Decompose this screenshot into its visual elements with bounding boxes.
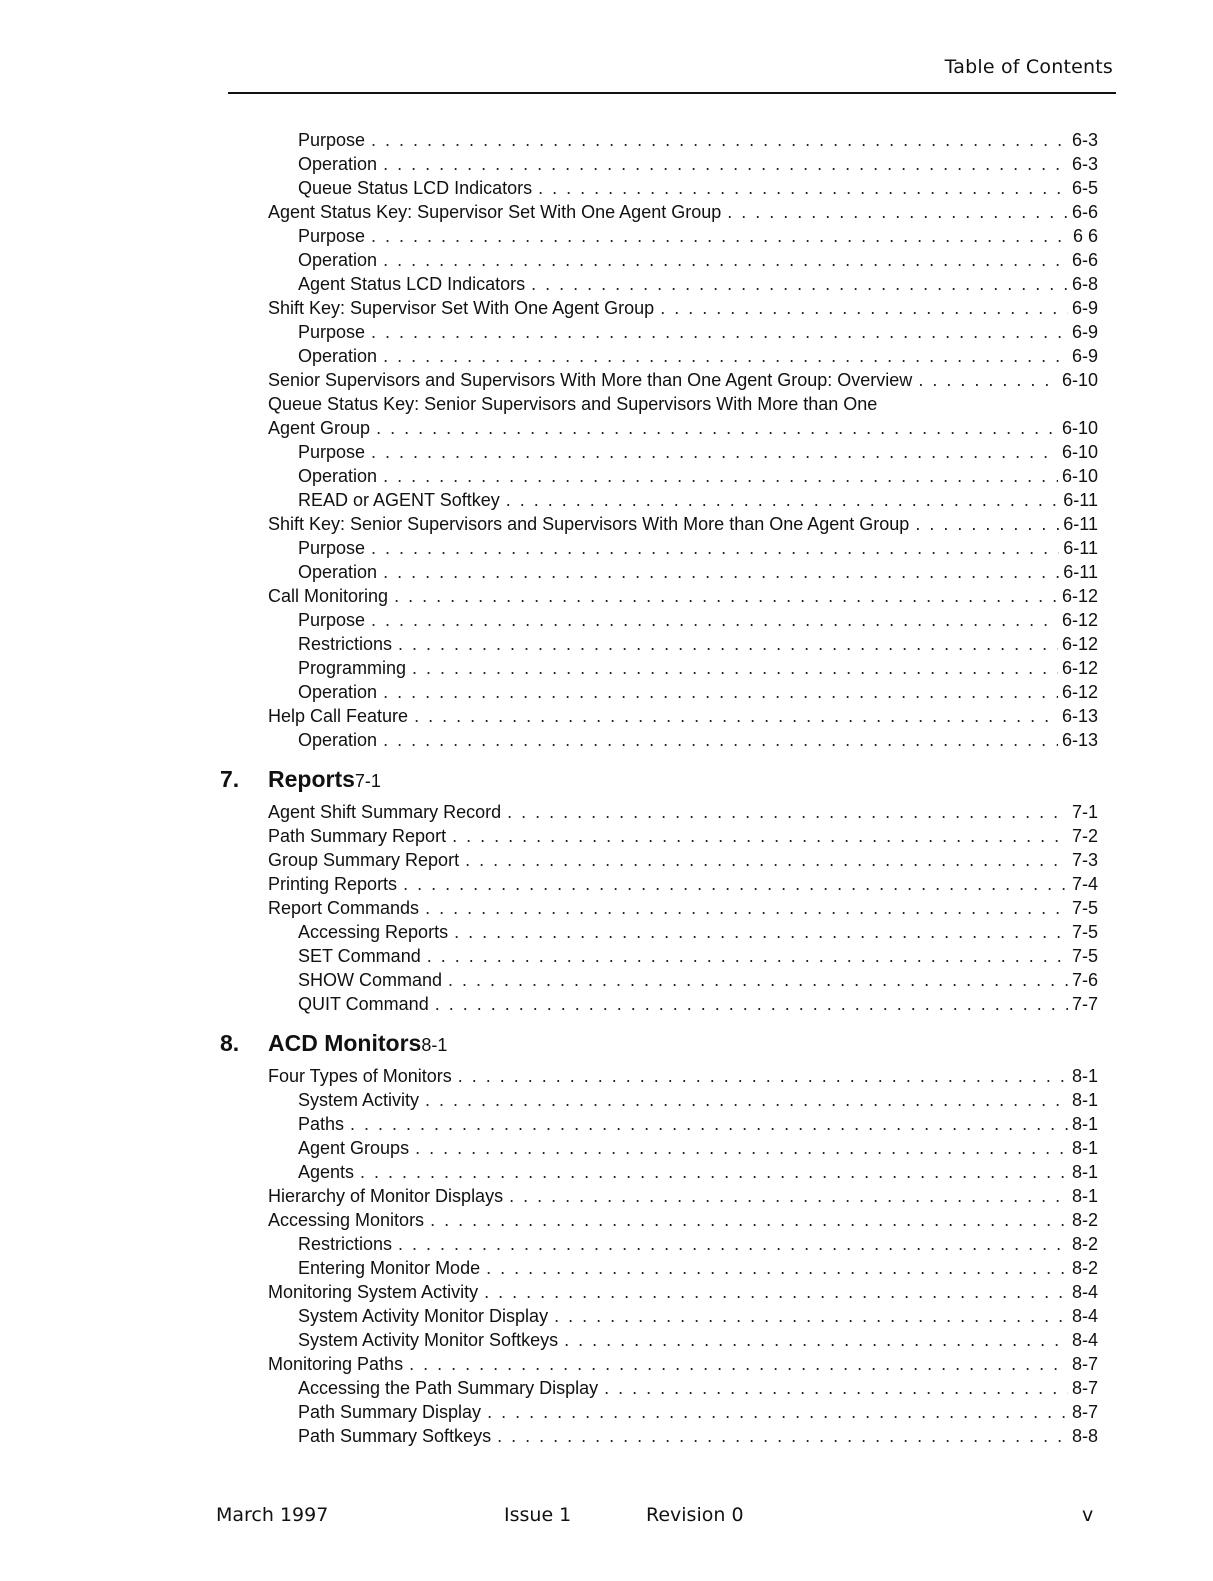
toc-entry-page: 6-9 — [1071, 322, 1098, 342]
toc-entry-title: Operation — [298, 250, 378, 270]
leader-dots — [383, 344, 1068, 368]
toc-entry-page: 6-10 — [1061, 442, 1098, 462]
toc-entry — [268, 680, 1098, 704]
running-head-title: Table of Contents — [944, 56, 1113, 78]
toc-entry-title: Help Call Feature — [268, 706, 409, 726]
toc-entry — [268, 968, 1098, 992]
leader-dots — [398, 632, 1058, 656]
leader-dots — [383, 248, 1068, 272]
leader-dots — [487, 1400, 1068, 1424]
toc-entry-page: 7-5 — [1071, 946, 1098, 966]
toc-entry-title: Agent Status Key: Supervisor Set With One Agent Group — [268, 202, 722, 222]
toc-entry-page: 8-4 — [1071, 1306, 1098, 1326]
leader-dots — [383, 680, 1058, 704]
toc-entry-title: Four Types of Monitors — [268, 1066, 452, 1086]
toc-section-6-continued — [268, 128, 1098, 392]
toc-entry — [268, 1136, 1098, 1160]
toc-entry — [268, 1376, 1098, 1400]
leader-dots — [383, 152, 1068, 176]
toc-entry-title: Operation — [298, 562, 378, 582]
toc-entry — [268, 1064, 1098, 1088]
leader-dots — [465, 848, 1068, 872]
leader-dots — [452, 824, 1068, 848]
toc-entry — [268, 1352, 1098, 1376]
toc-entry-page: 6-12 — [1061, 586, 1098, 606]
toc-entry — [268, 1304, 1098, 1328]
toc-entry — [268, 488, 1098, 512]
toc-entry-page: 6-6 — [1071, 250, 1098, 270]
toc-entry-title: Queue Status LCD Indicators — [298, 178, 533, 198]
toc-entry-title: Shift Key: Senior Supervisors and Supervisors With More than One Agent Group — [268, 514, 910, 534]
toc-entry — [268, 1328, 1098, 1352]
toc-entry-title: Path Summary Softkeys — [298, 1426, 492, 1446]
leader-dots — [454, 920, 1068, 944]
leader-dots — [383, 464, 1058, 488]
toc-entry-page: 6-11 — [1063, 538, 1098, 558]
toc-entry-page: 6-5 — [1071, 178, 1098, 198]
toc-entry — [268, 464, 1098, 488]
toc-entry-title: Entering Monitor Mode — [298, 1258, 481, 1278]
leader-dots — [538, 176, 1068, 200]
toc-entry-page: 6 6 — [1072, 226, 1098, 246]
chapter-page: 7-1 — [354, 771, 381, 791]
leader-dots — [486, 1256, 1068, 1280]
toc-entry — [268, 1208, 1098, 1232]
toc-entry — [268, 584, 1098, 608]
toc-entry-title: Operation — [298, 730, 378, 750]
toc-entry — [268, 872, 1098, 896]
toc-entry-page: 6-12 — [1061, 682, 1098, 702]
toc-entry-page: 6-11 — [1063, 562, 1098, 582]
toc-entry-title: Call Monitoring — [268, 586, 389, 606]
toc-entry — [268, 368, 1098, 392]
toc-entry-page: 8-1 — [1071, 1138, 1098, 1158]
toc-entry — [268, 608, 1098, 632]
toc-entry — [268, 1400, 1098, 1424]
leader-dots — [371, 608, 1058, 632]
toc-entry-title: Restrictions — [298, 1234, 393, 1254]
toc-entry-title: Hierarchy of Monitor Displays — [268, 1186, 504, 1206]
leader-dots — [415, 1136, 1068, 1160]
toc-entry — [268, 272, 1098, 296]
chapter-number: 7. — [220, 766, 240, 792]
toc-entry — [268, 848, 1098, 872]
toc-entry — [268, 992, 1098, 1016]
leader-dots — [727, 200, 1068, 224]
toc-entry — [268, 320, 1098, 344]
toc-entry-page: 6-12 — [1061, 610, 1098, 630]
toc-entry-page: 6-3 — [1071, 130, 1098, 150]
leader-dots — [383, 560, 1059, 584]
toc-entry-page: 6-9 — [1071, 346, 1098, 366]
toc-entry — [268, 1184, 1098, 1208]
toc-entry-title: System Activity Monitor Display — [298, 1306, 549, 1326]
toc-entry — [268, 1280, 1098, 1304]
toc-chapter-7-entries — [268, 800, 1098, 1016]
toc-entry — [268, 440, 1098, 464]
toc-entry-page: 8-1 — [1071, 1066, 1098, 1086]
toc-entry-page: 7-2 — [1071, 826, 1098, 846]
toc-entry-page: 8-1 — [1071, 1186, 1098, 1206]
leader-dots — [507, 800, 1068, 824]
toc-entry — [268, 176, 1098, 200]
toc-entry — [268, 656, 1098, 680]
leader-dots — [531, 272, 1068, 296]
toc-entry-title: Purpose — [298, 322, 366, 342]
chapter-heading-8 — [220, 1030, 1098, 1064]
toc-entry-title: Purpose — [298, 442, 366, 462]
toc-entry — [268, 824, 1098, 848]
toc-entry-page: 7-5 — [1071, 922, 1098, 942]
toc-entry-page: 6-13 — [1061, 730, 1098, 750]
toc-entry-page: 7-3 — [1071, 850, 1098, 870]
toc-entry-title: SHOW Command — [298, 970, 443, 990]
leader-dots — [918, 368, 1058, 392]
toc-entry-page: 8-8 — [1071, 1426, 1098, 1446]
chapter-heading-7 — [220, 766, 1098, 800]
toc-entry-page: 6-10 — [1061, 466, 1098, 486]
toc-entry-title: QUIT Command — [298, 994, 429, 1014]
toc-entry-page: 7-4 — [1071, 874, 1098, 894]
toc-entry — [268, 1424, 1098, 1448]
toc-entry-page: 6-9 — [1071, 298, 1098, 318]
toc-entry — [268, 128, 1098, 152]
leader-dots — [403, 872, 1068, 896]
toc-entry — [268, 1088, 1098, 1112]
leader-dots — [371, 128, 1068, 152]
toc-entry-page: 6-10 — [1061, 370, 1098, 390]
toc-entry-page: 8-2 — [1071, 1234, 1098, 1254]
chapter-number: 8. — [220, 1030, 240, 1056]
toc-entry-title: Accessing Monitors — [268, 1210, 425, 1230]
leader-dots — [371, 536, 1059, 560]
toc-entry — [268, 1160, 1098, 1184]
footer-revision: Revision 0 — [646, 1504, 744, 1526]
toc-entry — [268, 248, 1098, 272]
toc-entry-title: Group Summary Report — [268, 850, 460, 870]
toc-entry-page: 8-4 — [1071, 1330, 1098, 1350]
toc-entry-page: 6-12 — [1061, 658, 1098, 678]
toc-entry — [268, 224, 1098, 248]
leader-dots — [371, 224, 1069, 248]
toc-entry-title: Purpose — [298, 226, 366, 246]
leader-dots — [383, 728, 1058, 752]
leader-dots — [350, 1112, 1068, 1136]
footer-page-number: v — [1082, 1504, 1094, 1526]
leader-dots — [604, 1376, 1068, 1400]
toc-entry-title: Operation — [298, 466, 378, 486]
toc-entry-title: Report Commands — [268, 898, 420, 918]
toc-wrapped-entry — [268, 392, 1098, 440]
toc-entry-title: System Activity — [298, 1090, 420, 1110]
chapter-title: ACD Monitors — [268, 1030, 422, 1056]
leader-dots — [430, 1208, 1068, 1232]
toc-entry-page: 6-11 — [1063, 514, 1098, 534]
toc-entry-title: Shift Key: Supervisor Set With One Agent Group — [268, 298, 655, 318]
toc-entry-page: 6-3 — [1071, 154, 1098, 174]
toc-entry-page: 6-10 — [1061, 418, 1098, 438]
toc-entry-page: 8-2 — [1071, 1210, 1098, 1230]
toc-entry — [268, 704, 1098, 728]
leader-dots — [458, 1064, 1068, 1088]
toc-entry-page: 7-1 — [1071, 802, 1098, 822]
toc-entry-title: Purpose — [298, 130, 366, 150]
toc-entry — [268, 896, 1098, 920]
toc-entry — [268, 920, 1098, 944]
toc-entry-title: System Activity Monitor Softkeys — [298, 1330, 559, 1350]
toc-entry-title-line2: Agent Group — [268, 418, 371, 438]
toc-entry-title: Paths — [298, 1114, 345, 1134]
header-rule — [228, 92, 1116, 94]
toc-entry — [268, 1232, 1098, 1256]
toc-entry-page: 6-12 — [1061, 634, 1098, 654]
toc-entry-title: Printing Reports — [268, 874, 398, 894]
leader-dots — [360, 1160, 1068, 1184]
leader-dots — [427, 944, 1068, 968]
toc-entry-title: Agent Shift Summary Record — [268, 802, 502, 822]
chapter-page: 8-1 — [421, 1035, 448, 1055]
toc-entry-page: 8-1 — [1071, 1162, 1098, 1182]
toc-entry-page: 6-13 — [1061, 706, 1098, 726]
toc-entry — [268, 944, 1098, 968]
toc-entry-title: SET Command — [298, 946, 421, 966]
toc-entry — [268, 1112, 1098, 1136]
toc-entry-title: Operation — [298, 154, 378, 174]
toc-entry — [268, 728, 1098, 752]
toc-section-6-rest — [268, 440, 1098, 752]
toc-entry-title: Monitoring Paths — [268, 1354, 404, 1374]
toc-entry — [268, 200, 1098, 224]
leader-dots — [409, 1352, 1068, 1376]
toc-entry-title: Path Summary Display — [298, 1402, 482, 1422]
toc-entry-title: Restrictions — [298, 634, 393, 654]
leader-dots — [371, 320, 1068, 344]
leader-dots — [484, 1280, 1068, 1304]
toc-entry — [268, 296, 1098, 320]
leader-dots — [425, 896, 1068, 920]
toc-entry — [268, 632, 1098, 656]
leader-dots — [412, 656, 1058, 680]
toc-entry-page: 7-5 — [1071, 898, 1098, 918]
toc-entry-page: 7-7 — [1071, 994, 1098, 1014]
toc-entry — [268, 560, 1098, 584]
leader-dots — [506, 488, 1060, 512]
toc-entry-title: Path Summary Report — [268, 826, 447, 846]
leader-dots — [398, 1232, 1068, 1256]
leader-dots — [554, 1304, 1068, 1328]
toc-entry-title: Programming — [298, 658, 407, 678]
toc-entry-title: Purpose — [298, 610, 366, 630]
toc-entry-title: Purpose — [298, 538, 366, 558]
toc-entry-page: 7-6 — [1071, 970, 1098, 990]
toc-entry-page: 6-8 — [1071, 274, 1098, 294]
toc-entry-page: 6-6 — [1071, 202, 1098, 222]
toc-entry-title: Monitoring System Activity — [268, 1282, 479, 1302]
leader-dots — [915, 512, 1059, 536]
leader-dots — [435, 992, 1068, 1016]
toc-entry-title: Operation — [298, 346, 378, 366]
toc-entry — [268, 344, 1098, 368]
toc-entry-page: 8-1 — [1071, 1114, 1098, 1134]
leader-dots — [371, 440, 1058, 464]
leader-dots — [509, 1184, 1068, 1208]
chapter-title: Reports — [268, 766, 355, 792]
toc-entry-title: Accessing Reports — [298, 922, 449, 942]
toc-entry-title: Agent Groups — [298, 1138, 410, 1158]
toc-entry-title: Operation — [298, 682, 378, 702]
leader-dots — [497, 1424, 1068, 1448]
toc-entry-page: 8-7 — [1071, 1402, 1098, 1422]
toc-entry-title: Senior Supervisors and Supervisors With More than One Agent Group: Overview — [268, 370, 913, 390]
toc-entry — [268, 152, 1098, 176]
leader-dots — [660, 296, 1068, 320]
toc-entry-page: 8-7 — [1071, 1354, 1098, 1374]
toc-entry-page: 8-4 — [1071, 1282, 1098, 1302]
footer-issue: Issue 1 — [504, 1504, 572, 1526]
table-of-contents — [220, 128, 1098, 1448]
toc-entry-page: 8-7 — [1071, 1378, 1098, 1398]
toc-entry-page: 6-11 — [1063, 490, 1098, 510]
toc-entry-title: Agent Status LCD Indicators — [298, 274, 526, 294]
footer-date: March 1997 — [216, 1504, 329, 1526]
toc-entry-title: Accessing the Path Summary Display — [298, 1378, 599, 1398]
leader-dots — [564, 1328, 1068, 1352]
leader-dots — [376, 416, 1058, 440]
leader-dots — [414, 704, 1058, 728]
toc-entry-page: 8-2 — [1071, 1258, 1098, 1278]
toc-entry — [268, 512, 1098, 536]
leader-dots — [394, 584, 1058, 608]
leader-dots — [448, 968, 1068, 992]
toc-entry-page: 8-1 — [1071, 1090, 1098, 1110]
leader-dots — [425, 1088, 1068, 1112]
toc-entry — [268, 800, 1098, 824]
toc-entry-title-line1: Queue Status Key: Senior Supervisors and Supervisors With More than One — [268, 394, 878, 414]
toc-entry-title: READ or AGENT Softkey — [298, 490, 500, 510]
toc-entry — [268, 1256, 1098, 1280]
toc-entry-title: Agents — [298, 1162, 355, 1182]
toc-chapter-8-entries — [268, 1064, 1098, 1448]
toc-entry — [268, 536, 1098, 560]
